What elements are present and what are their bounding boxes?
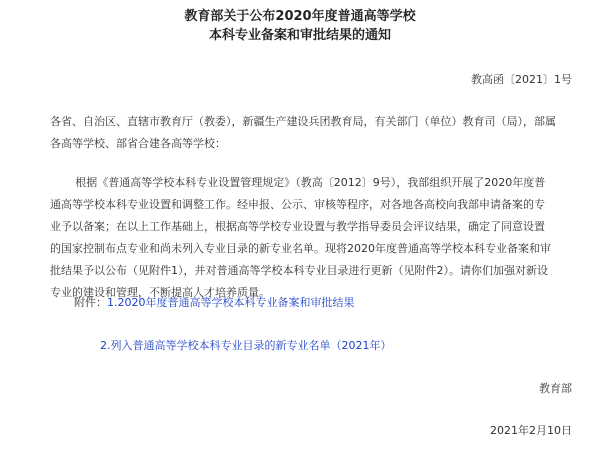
attachment-1-line <box>74 294 355 310</box>
attachment-2-line <box>100 337 392 353</box>
addressee-paragraph: 各省、自治区、直辖市教育厅（教委），新疆生产建设兵团教育局，有关部门（单位）教育司（局），部属各高等学校、部省合建各高等学校： <box>50 115 556 150</box>
body-paragraph: 根据《普通高等学校本科专业设置管理规定》（教高〔2012〕9号），我部组织开展了2020年度普通高等学校本科专业设置和调整工作。经申报、公示、审核等程序，对各地各高校向我部申请备案的专业予以备案；在以上工作基础上，根据高等学校专业设置与教学指导委员会评议结果，确定了同意设置的国家控制布点专业和尚未列入专业目录的新专业名单。现将2020年度普通高等学校本科专业备案和审批结果予以公布（见附件1），并对普通高等学校本科专业目录进行更新（见附件2）。请你们加强对新设专业的建设和管理，不断提高人才培养质量。 <box>50 176 551 299</box>
page-title-line-1: 教育部关于公布2020年度普通高等学校 <box>184 9 416 24</box>
page-title-line-2: 本科专业备案和审批结果的通知 <box>208 28 391 43</box>
document-number: 教高函〔2021〕1号 <box>471 73 572 86</box>
attachment-2-link[interactable]: 2.列入普通高等学校本科专业目录的新专业名单（2021年） <box>100 339 392 352</box>
issue-date: 2021年2月10日 <box>490 424 572 437</box>
attachments-label: 附件： <box>74 296 107 309</box>
attachment-1-link[interactable]: 1.2020年度普通高等学校本科专业备案和审批结果 <box>107 296 355 309</box>
signer: 教育部 <box>539 382 572 395</box>
